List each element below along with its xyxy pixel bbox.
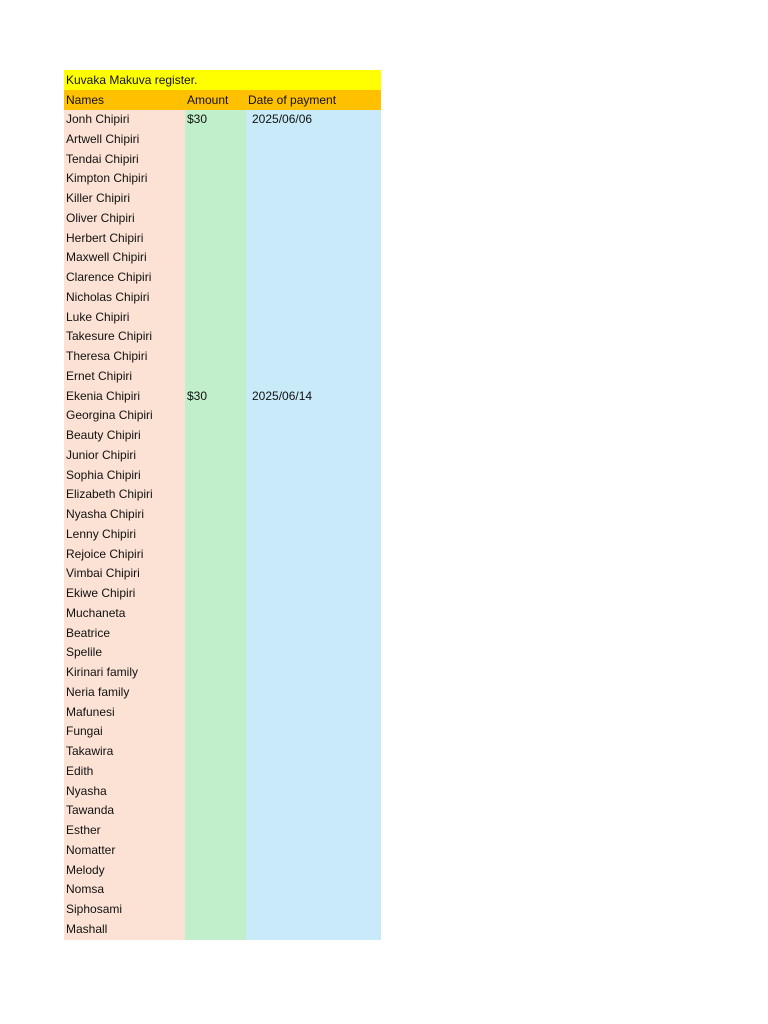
table-row — [64, 288, 381, 308]
table-row — [64, 742, 381, 762]
date-cell[interactable] — [246, 130, 381, 150]
name-cell[interactable]: Nicholas Chipiri — [64, 288, 185, 308]
table-row — [64, 762, 381, 782]
date-cell[interactable] — [246, 643, 381, 663]
name-cell[interactable]: Nomatter — [64, 841, 185, 861]
name-cell[interactable]: Herbert Chipiri — [64, 229, 185, 249]
date-cell[interactable] — [246, 406, 381, 426]
name-cell[interactable]: Ekenia Chipiri — [64, 387, 185, 407]
table-row — [64, 841, 381, 861]
date-cell[interactable] — [246, 703, 381, 723]
amount-cell[interactable] — [185, 169, 246, 189]
amount-cell[interactable] — [185, 782, 246, 802]
amount-cell[interactable] — [185, 130, 246, 150]
amount-cell[interactable] — [185, 624, 246, 644]
date-cell[interactable] — [246, 624, 381, 644]
amount-cell[interactable] — [185, 406, 246, 426]
name-cell[interactable]: Ernet Chipiri — [64, 367, 185, 387]
name-cell[interactable]: Jonh Chipiri — [64, 110, 185, 130]
date-cell[interactable] — [246, 683, 381, 703]
table-row — [64, 564, 381, 584]
table-row — [64, 268, 381, 288]
table-row — [64, 426, 381, 446]
amount-cell[interactable] — [185, 762, 246, 782]
date-cell[interactable]: 2025/06/06 — [246, 110, 381, 130]
header-row — [64, 90, 381, 110]
table-row — [64, 821, 381, 841]
table-row — [64, 643, 381, 663]
table-row — [64, 446, 381, 466]
amount-cell[interactable] — [185, 841, 246, 861]
date-cell[interactable] — [246, 485, 381, 505]
amount-cell[interactable] — [185, 505, 246, 525]
amount-cell[interactable] — [185, 525, 246, 545]
date-cell[interactable] — [246, 426, 381, 446]
name-cell[interactable]: Beauty Chipiri — [64, 426, 185, 446]
header-amount[interactable]: Amount — [187, 93, 229, 107]
table-row — [64, 525, 381, 545]
name-cell[interactable]: Melody — [64, 861, 185, 881]
name-cell[interactable]: Elizabeth Chipiri — [64, 485, 185, 505]
date-cell[interactable] — [246, 268, 381, 288]
date-cell[interactable] — [246, 742, 381, 762]
register-title[interactable]: Kuvaka Makuva register. — [64, 70, 381, 90]
date-cell[interactable] — [246, 288, 381, 308]
amount-cell[interactable] — [185, 821, 246, 841]
register-rows — [64, 110, 381, 940]
amount-cell[interactable] — [185, 703, 246, 723]
date-cell[interactable] — [246, 564, 381, 584]
table-row — [64, 466, 381, 486]
date-cell[interactable] — [246, 150, 381, 170]
name-cell[interactable]: Tendai Chipiri — [64, 150, 185, 170]
table-row — [64, 130, 381, 150]
table-row — [64, 861, 381, 881]
amount-cell[interactable] — [185, 920, 246, 940]
date-cell[interactable] — [246, 327, 381, 347]
date-cell[interactable] — [246, 782, 381, 802]
date-cell[interactable] — [246, 604, 381, 624]
table-row — [64, 327, 381, 347]
date-cell[interactable] — [246, 525, 381, 545]
name-cell[interactable]: Tawanda — [64, 801, 185, 821]
table-row — [64, 880, 381, 900]
name-cell[interactable]: Kimpton Chipiri — [64, 169, 185, 189]
name-cell[interactable]: Rejoice Chipiri — [64, 545, 185, 565]
amount-cell[interactable] — [185, 683, 246, 703]
name-cell[interactable]: Siphosami — [64, 900, 185, 920]
date-cell[interactable] — [246, 722, 381, 742]
table-row — [64, 387, 381, 407]
table-row — [64, 624, 381, 644]
date-cell[interactable] — [246, 900, 381, 920]
date-cell[interactable] — [246, 545, 381, 565]
name-cell[interactable]: Nyasha Chipiri — [64, 505, 185, 525]
name-cell[interactable]: Nomsa — [64, 880, 185, 900]
table-row — [64, 722, 381, 742]
date-cell[interactable]: 2025/06/14 — [246, 387, 381, 407]
amount-cell[interactable] — [185, 584, 246, 604]
table-row — [64, 545, 381, 565]
table-row — [64, 209, 381, 229]
name-cell[interactable]: Mafunesi — [64, 703, 185, 723]
date-cell[interactable] — [246, 801, 381, 821]
table-row — [64, 169, 381, 189]
amount-cell[interactable]: $30 — [185, 110, 246, 130]
name-cell[interactable]: Georgina Chipiri — [64, 406, 185, 426]
table-row — [64, 683, 381, 703]
date-cell[interactable] — [246, 821, 381, 841]
name-cell[interactable]: Takesure Chipiri — [64, 327, 185, 347]
date-cell[interactable] — [246, 880, 381, 900]
date-cell[interactable] — [246, 347, 381, 367]
name-cell[interactable]: Muchaneta — [64, 604, 185, 624]
name-cell[interactable]: Fungai — [64, 722, 185, 742]
amount-cell[interactable] — [185, 446, 246, 466]
name-cell[interactable]: Clarence Chipiri — [64, 268, 185, 288]
date-cell[interactable] — [246, 446, 381, 466]
table-row — [64, 604, 381, 624]
name-cell[interactable]: Mashall — [64, 920, 185, 940]
table-row — [64, 801, 381, 821]
amount-cell[interactable] — [185, 861, 246, 881]
amount-cell[interactable] — [185, 880, 246, 900]
date-cell[interactable] — [246, 663, 381, 683]
amount-cell[interactable] — [185, 564, 246, 584]
table-row — [64, 485, 381, 505]
amount-cell[interactable] — [185, 308, 246, 328]
name-cell[interactable]: Theresa Chipiri — [64, 347, 185, 367]
name-cell[interactable]: Nyasha — [64, 782, 185, 802]
amount-cell[interactable] — [185, 643, 246, 663]
name-cell[interactable]: Neria family — [64, 683, 185, 703]
amount-cell[interactable] — [185, 327, 246, 347]
amount-cell[interactable] — [185, 209, 246, 229]
name-cell[interactable]: Killer Chipiri — [64, 189, 185, 209]
name-cell[interactable]: Lenny Chipiri — [64, 525, 185, 545]
amount-cell[interactable] — [185, 426, 246, 446]
amount-cell[interactable] — [185, 229, 246, 249]
amount-cell[interactable] — [185, 604, 246, 624]
name-cell[interactable]: Luke Chipiri — [64, 308, 185, 328]
table-row — [64, 703, 381, 723]
date-cell[interactable] — [246, 584, 381, 604]
date-cell[interactable] — [246, 920, 381, 940]
amount-cell[interactable] — [185, 288, 246, 308]
register-table — [64, 70, 381, 940]
table-row — [64, 505, 381, 525]
name-cell[interactable]: Maxwell Chipiri — [64, 248, 185, 268]
name-cell[interactable]: Takawira — [64, 742, 185, 762]
amount-cell[interactable] — [185, 485, 246, 505]
table-row — [64, 248, 381, 268]
table-row — [64, 150, 381, 170]
name-cell[interactable]: Kirinari family — [64, 663, 185, 683]
name-cell[interactable]: Ekiwe Chipiri — [64, 584, 185, 604]
name-cell[interactable]: Artwell Chipiri — [64, 130, 185, 150]
date-cell[interactable] — [246, 248, 381, 268]
date-cell[interactable] — [246, 762, 381, 782]
amount-cell[interactable] — [185, 268, 246, 288]
amount-cell[interactable] — [185, 347, 246, 367]
date-cell[interactable] — [246, 841, 381, 861]
table-row — [64, 367, 381, 387]
amount-cell[interactable] — [185, 150, 246, 170]
table-row — [64, 663, 381, 683]
table-row — [64, 920, 381, 940]
name-cell[interactable]: Vimbai Chipiri — [64, 564, 185, 584]
table-row — [64, 900, 381, 920]
amount-cell[interactable] — [185, 722, 246, 742]
name-cell[interactable]: Beatrice — [64, 624, 185, 644]
name-cell[interactable]: Junior Chipiri — [64, 446, 185, 466]
date-cell[interactable] — [246, 367, 381, 387]
table-row — [64, 110, 381, 130]
amount-cell[interactable] — [185, 367, 246, 387]
date-cell[interactable] — [246, 861, 381, 881]
table-row — [64, 347, 381, 367]
header-names[interactable]: Names — [66, 93, 105, 107]
header-date-of-payment[interactable]: Date of payment — [248, 93, 337, 107]
amount-cell[interactable] — [185, 663, 246, 683]
date-cell[interactable] — [246, 308, 381, 328]
name-cell[interactable]: Spelile — [64, 643, 185, 663]
amount-cell[interactable] — [185, 742, 246, 762]
name-cell[interactable]: Esther — [64, 821, 185, 841]
name-cell[interactable]: Oliver Chipiri — [64, 209, 185, 229]
amount-cell[interactable] — [185, 189, 246, 209]
amount-cell[interactable] — [185, 900, 246, 920]
name-cell[interactable]: Edith — [64, 762, 185, 782]
table-row — [64, 189, 381, 209]
date-cell[interactable] — [246, 169, 381, 189]
amount-cell[interactable] — [185, 801, 246, 821]
table-row — [64, 406, 381, 426]
amount-cell[interactable]: $30 — [185, 387, 246, 407]
amount-cell[interactable] — [185, 466, 246, 486]
table-row — [64, 308, 381, 328]
date-cell[interactable] — [246, 229, 381, 249]
table-row — [64, 229, 381, 249]
date-cell[interactable] — [246, 505, 381, 525]
table-row — [64, 584, 381, 604]
date-cell[interactable] — [246, 189, 381, 209]
date-cell[interactable] — [246, 466, 381, 486]
table-row — [64, 782, 381, 802]
amount-cell[interactable] — [185, 545, 246, 565]
date-cell[interactable] — [246, 209, 381, 229]
name-cell[interactable]: Sophia Chipiri — [64, 466, 185, 486]
amount-cell[interactable] — [185, 248, 246, 268]
